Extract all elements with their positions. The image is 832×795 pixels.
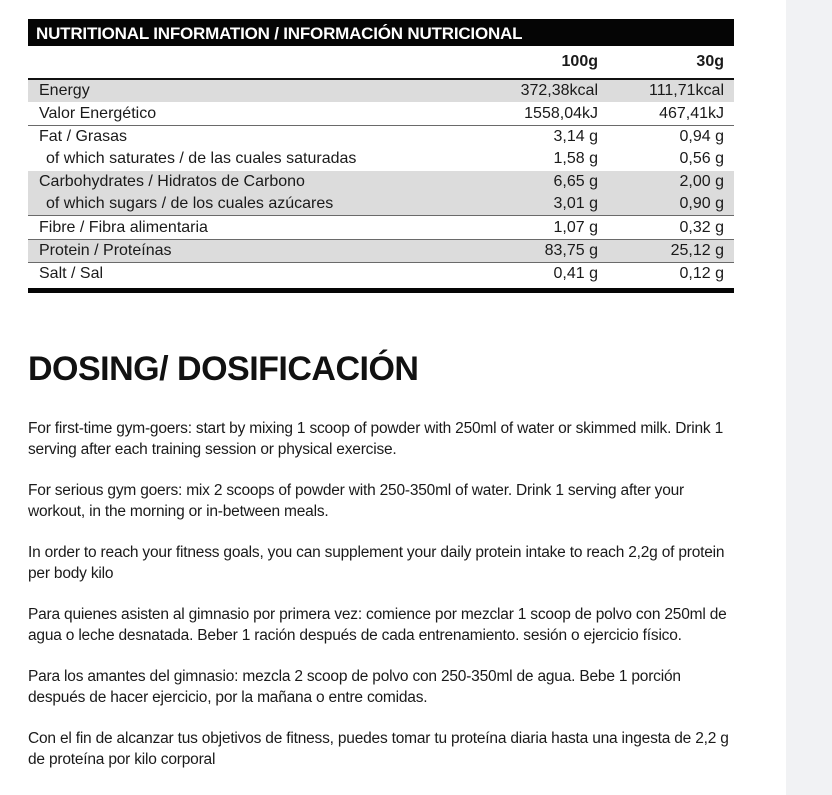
row-value-30g: 2,00 g xyxy=(679,172,724,190)
nutrition-row-carbohydrates xyxy=(28,171,734,193)
row-label: of which saturates / de las cuales saturadas xyxy=(46,150,357,168)
dosing-paragraph: Para quienes asisten al gimnasio por primera vez: comience por mezclar 1 scoop de polvo con 250ml de agua o leche desnatada. Beber 1 ración después de cada entrenamiento. sesión o ejercicio físico. xyxy=(28,606,727,644)
nutrition-column-headers xyxy=(28,46,734,80)
nutrition-row-sugars xyxy=(28,193,734,216)
nutrition-table-bottom-rule xyxy=(28,288,734,293)
row-value-30g: 0,94 g xyxy=(679,127,724,145)
row-value-100g: 3,14 g xyxy=(553,127,598,145)
row-value-30g: 0,90 g xyxy=(679,195,724,213)
nutrition-table-header: NUTRITIONAL INFORMATION / INFORMACIÓN NUTRICIONAL xyxy=(28,19,734,46)
row-label: Carbohydrates / Hidratos de Carbono xyxy=(39,172,305,190)
row-value-100g: 6,65 g xyxy=(553,172,598,190)
row-label: Fibre / Fibra alimentaria xyxy=(39,218,208,236)
row-value-100g: 1558,04kJ xyxy=(524,104,598,122)
row-label: Protein / Proteínas xyxy=(39,241,172,259)
dosing-paragraph: For serious gym goers: mix 2 scoops of powder with 250-350ml of water. Drink 1 serving after your workout, in the morning or in-between meals. xyxy=(28,482,684,520)
row-value-100g: 0,41 g xyxy=(553,265,598,283)
nutrition-row-protein xyxy=(28,240,734,263)
row-label: Energy xyxy=(39,82,90,100)
row-value-100g: 3,01 g xyxy=(553,195,598,213)
nutrition-row-fibre xyxy=(28,216,734,239)
row-value-100g: 1,58 g xyxy=(553,150,598,168)
row-value-30g: 0,56 g xyxy=(679,150,724,168)
row-label: Fat / Grasas xyxy=(39,127,128,145)
dosing-paragraph: Para los amantes del gimnasio: mezcla 2 scoop de polvo con 250-350ml de agua. Bebe 1 porción después de hacer ejercicio, por la mañana o entre comidas. xyxy=(28,668,681,706)
dosing-paragraph: Con el fin de alcanzar tus objetivos de fitness, puedes tomar tu proteína diaria hasta una ingesta de 2,2 g de proteína por kilo corporal xyxy=(28,730,729,768)
nutrition-table xyxy=(28,19,734,293)
row-value-30g: 111,71kcal xyxy=(648,82,724,100)
row-value-100g: 1,07 g xyxy=(553,218,598,236)
dosing-paragraphs xyxy=(28,418,736,790)
row-value-30g: 0,12 g xyxy=(679,265,724,283)
nutrition-row-fat xyxy=(28,126,734,148)
dosing-paragraph: For first-time gym-goers: start by mixing 1 scoop of powder with 250ml of water or skimmed milk. Drink 1 serving after each training session or physical exercise. xyxy=(28,420,723,458)
nutrition-row-energy-kj xyxy=(28,102,734,125)
row-value-30g: 467,41kJ xyxy=(659,104,724,122)
row-value-30g: 25,12 g xyxy=(670,241,724,259)
nutrition-row-saturates xyxy=(28,148,734,170)
nutrition-row-energy xyxy=(28,80,734,102)
row-value-30g: 0,32 g xyxy=(679,218,724,236)
nutrition-row-salt xyxy=(28,263,734,285)
row-value-100g: 372,38kcal xyxy=(520,82,598,100)
page-margin-strip xyxy=(786,0,832,795)
column-30g: 30g xyxy=(696,53,724,70)
row-label: Valor Energético xyxy=(39,104,157,122)
row-label: Salt / Sal xyxy=(39,265,104,283)
dosing-paragraph: In order to reach your fitness goals, you can supplement your daily protein intake to reach 2,2g of protein per body kilo xyxy=(28,544,725,582)
row-value-100g: 83,75 g xyxy=(544,241,598,259)
row-label: of which sugars / de los cuales azúcares xyxy=(46,195,334,213)
dosing-title: DOSING/ DOSIFICACIÓN xyxy=(28,350,419,388)
column-100g: 100g xyxy=(561,53,598,70)
